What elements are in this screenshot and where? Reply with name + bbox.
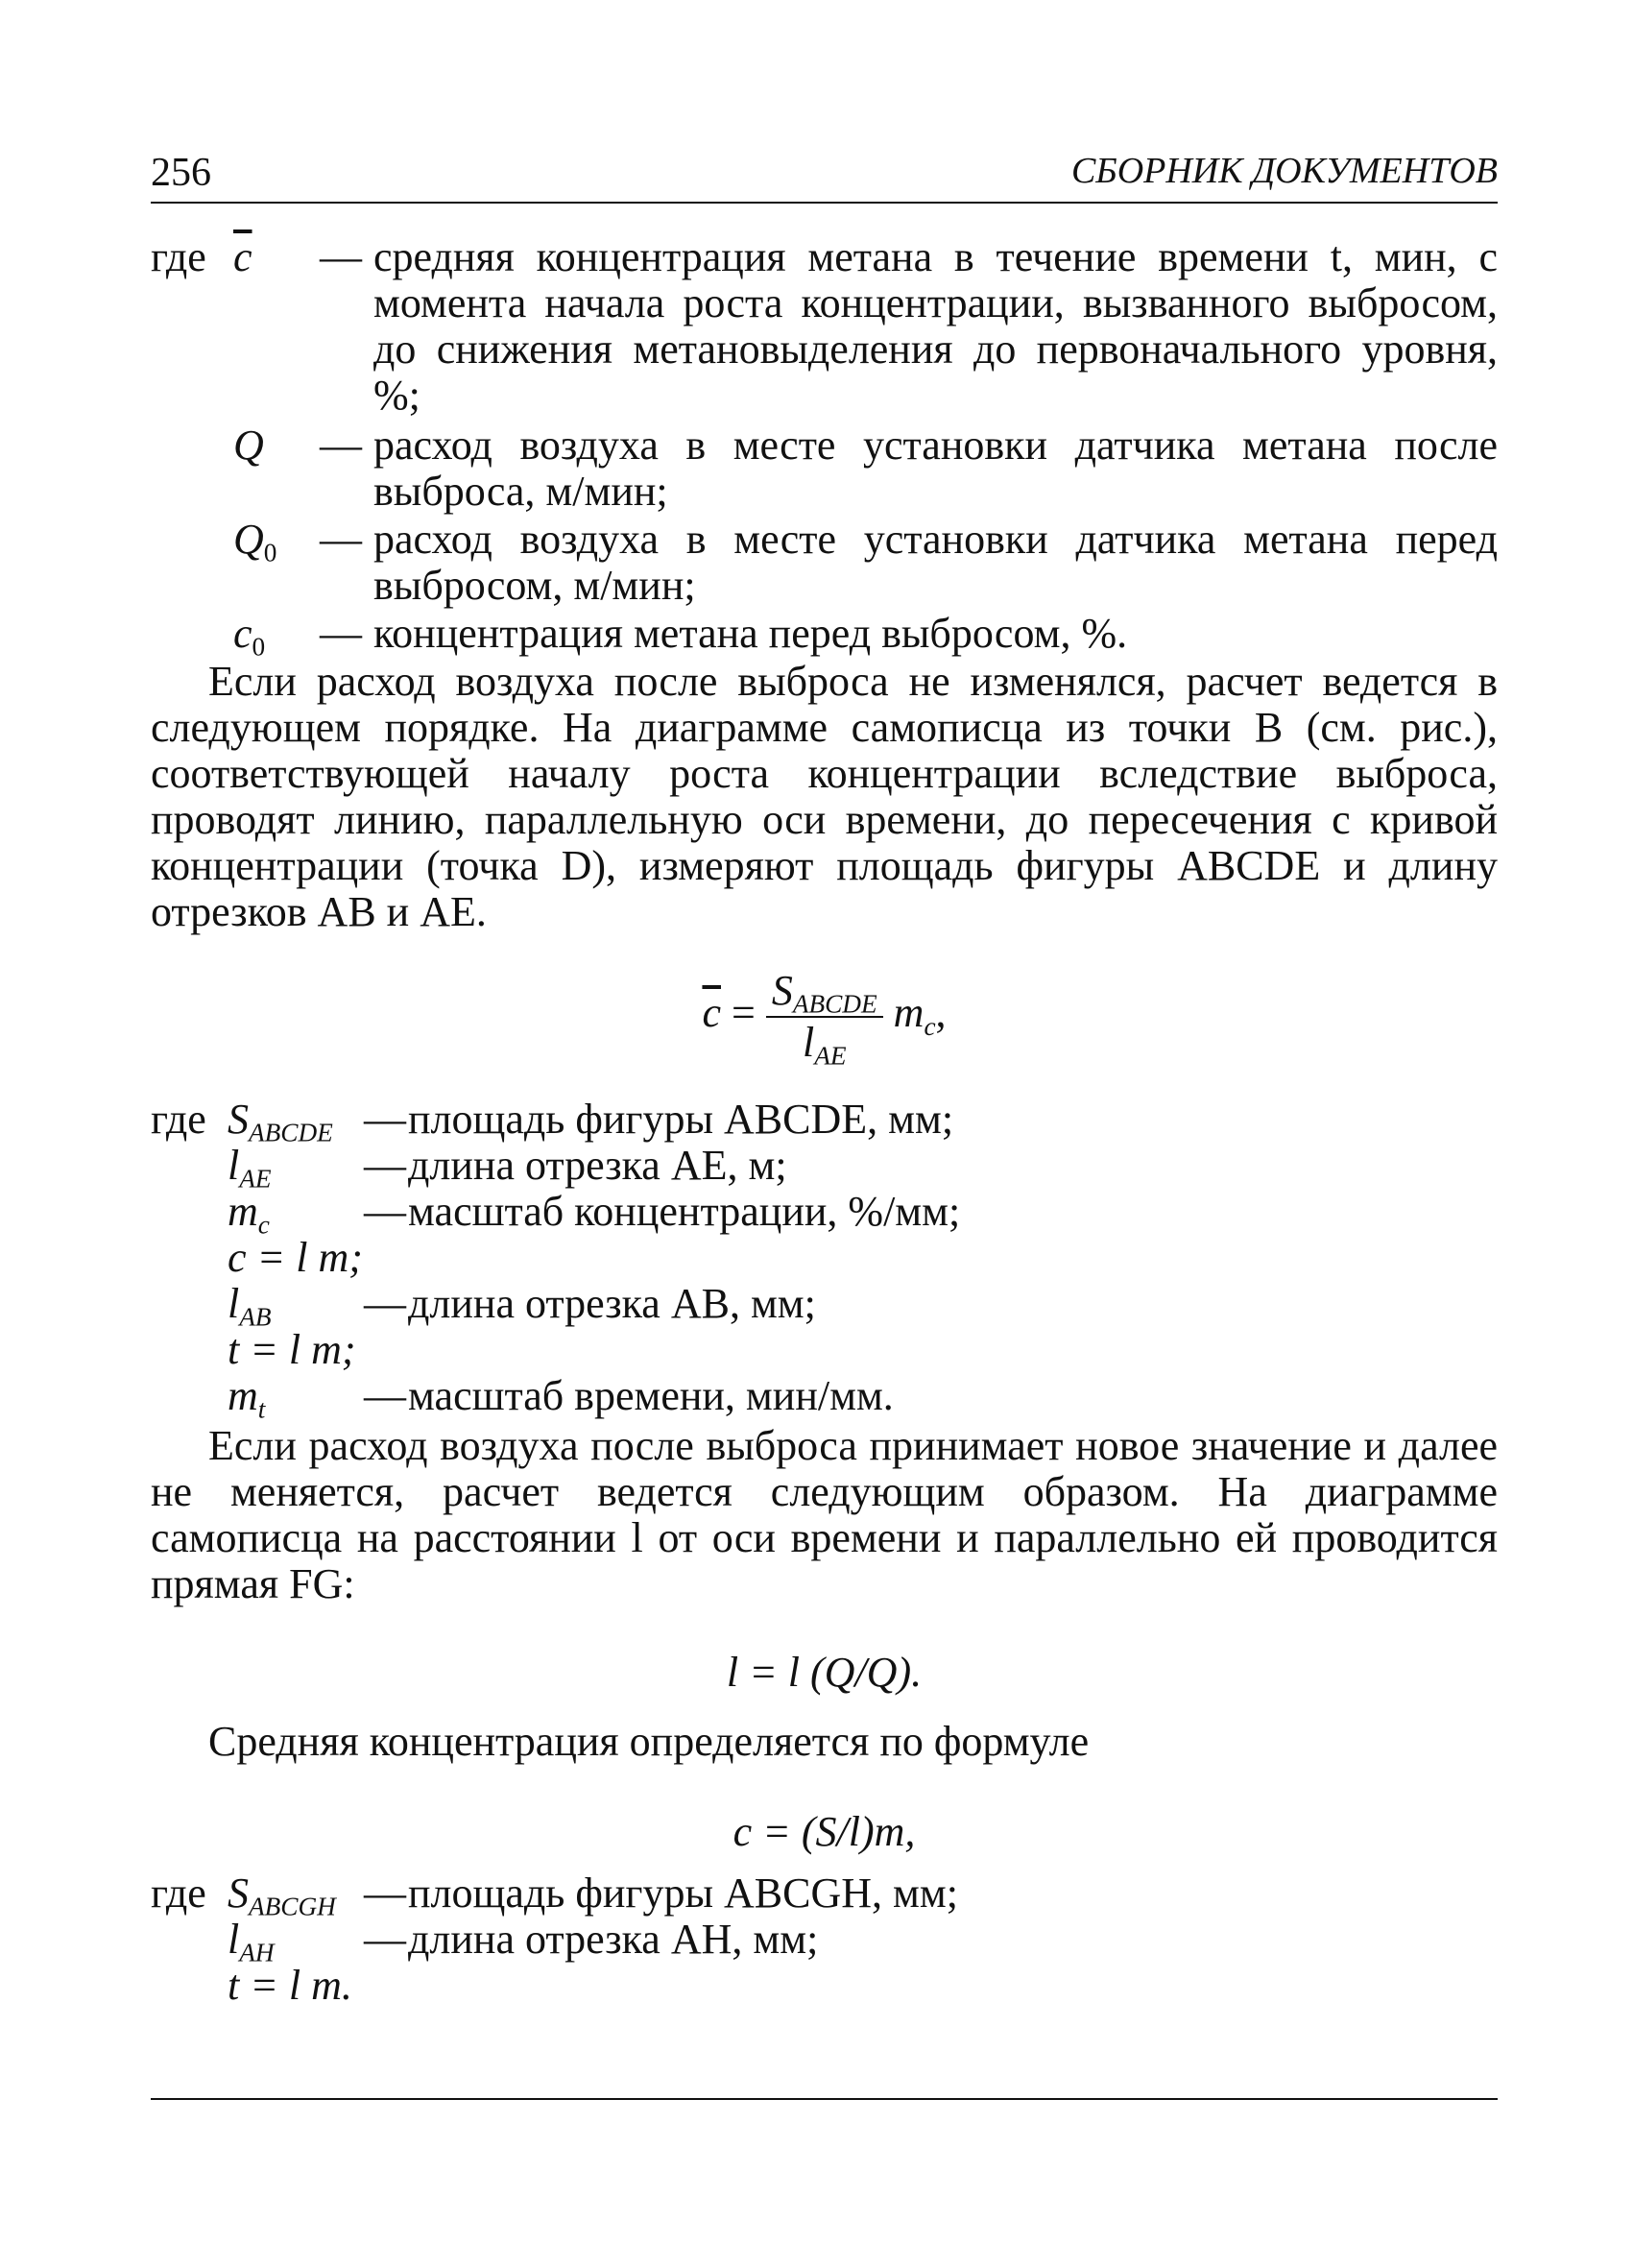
definition-c-bar: где $\overline{c}$ — средняя концентрация метана в течение времени t, мин, с момента начала роста концентрации, вызванного выбросом, до снижения метановыделения до первоначального уровня, %; xyxy=(151,233,1498,419)
running-title: СБОРНИК ДОКУМЕНТОВ xyxy=(1070,151,1498,191)
definition-m-c: $m_c$ — масштаб концентрации, %/мм; xyxy=(228,1188,961,1240)
header-rule xyxy=(151,202,1498,204)
definition-m-t: $m_t$ — масштаб времени, мин/мм. xyxy=(228,1372,894,1424)
fraction: $\frac{S_{ABCDE}}{l_{AE}}$ xyxy=(766,966,883,1068)
formula-c0: c = l m; xyxy=(228,1234,363,1281)
definition-symbol: c xyxy=(233,610,252,657)
formula-t: t = l m; xyxy=(228,1326,356,1373)
document-page xyxy=(151,0,1498,2268)
definition-symbol: Q xyxy=(233,422,264,469)
formula-t-2: t = l m. xyxy=(228,1962,352,2009)
definition-c0: $c_0$ — концентрация метана перед выбросом, %. xyxy=(151,611,1498,657)
definition-l-AB: $l_{AB}$ — длина отрезка AB, мм; xyxy=(228,1280,816,1332)
page-header xyxy=(151,150,1498,204)
definition-S-ABCGH: где $S_{ABCGH}$ — площадь фигуры ABCGH, мм; xyxy=(151,1870,958,1921)
formula-l-AF: l = l (Q/Q). xyxy=(726,1649,923,1696)
definition-S-ABCDE: где $S_{ABCDE}$ — площадь фигуры ABCDE, мм; xyxy=(151,1096,954,1147)
paragraph-1: Если расход воздуха после выброса не изменялся, расчет ведется в следующем порядке. На диаграмме самописца из точки B (см. рис.), соответствующей началу роста концентрации вследствие выброса, проводят линию, параллельную оси времени, до пересечения с кривой концентрации (точка D), измеряют площадь фигуры ABCDE и длину отрезков AB и AE. xyxy=(151,658,1498,935)
definition-text: средняя концентрация метана в течение времени t, мин, с момента начала роста концентрации, вызванного выбросом, до снижения метановыделения до первоначального уровня, %; xyxy=(373,233,1498,419)
definition-l-AE: $l_{AE}$ — длина отрезка AE, м; xyxy=(228,1142,787,1194)
definition-Q: Q — расход воздуха в месте установки датчика метана после выброса, м/мин; xyxy=(233,422,1498,515)
definition-lead: где xyxy=(151,233,206,280)
paragraph-3: Средняя концентрация определяется по формуле xyxy=(208,1718,1090,1765)
formula-average-concentration: $\overline{c}$ = $\frac{S_{ABCDE}}{l_{AE}}$ $m_c$, xyxy=(702,967,947,1071)
definition-Q0: $Q_0$ — расход воздуха в месте установки датчика метана перед выбросом, м/мин; xyxy=(233,516,1498,609)
paragraph-2: Если расход воздуха после выброса принимает новое значение и далее не меняется, расчет ведется следующим образом. На диаграмме самописца на расстоянии l от оси времени и параллельно ей проводится прямая FG: xyxy=(151,1422,1498,1607)
definition-text: концентрация метана перед выбросом, %. xyxy=(373,610,1128,657)
page-number: 256 xyxy=(151,151,211,195)
footer-rule xyxy=(151,2098,1498,2100)
definition-symbol: $\overline{c}$ xyxy=(233,233,252,280)
definition-text: расход воздуха в месте установки датчика метана перед выбросом, м/мин; xyxy=(373,516,1498,609)
formula-average-concentration-2: c = (S/l)m, xyxy=(732,1808,916,1855)
definition-text: расход воздуха в месте установки датчика метана после выброса, м/мин; xyxy=(373,422,1498,515)
definition-symbol: Q xyxy=(233,516,264,563)
definition-l-AH: $l_{AH}$ — длина отрезка AH, мм; xyxy=(228,1916,819,1967)
